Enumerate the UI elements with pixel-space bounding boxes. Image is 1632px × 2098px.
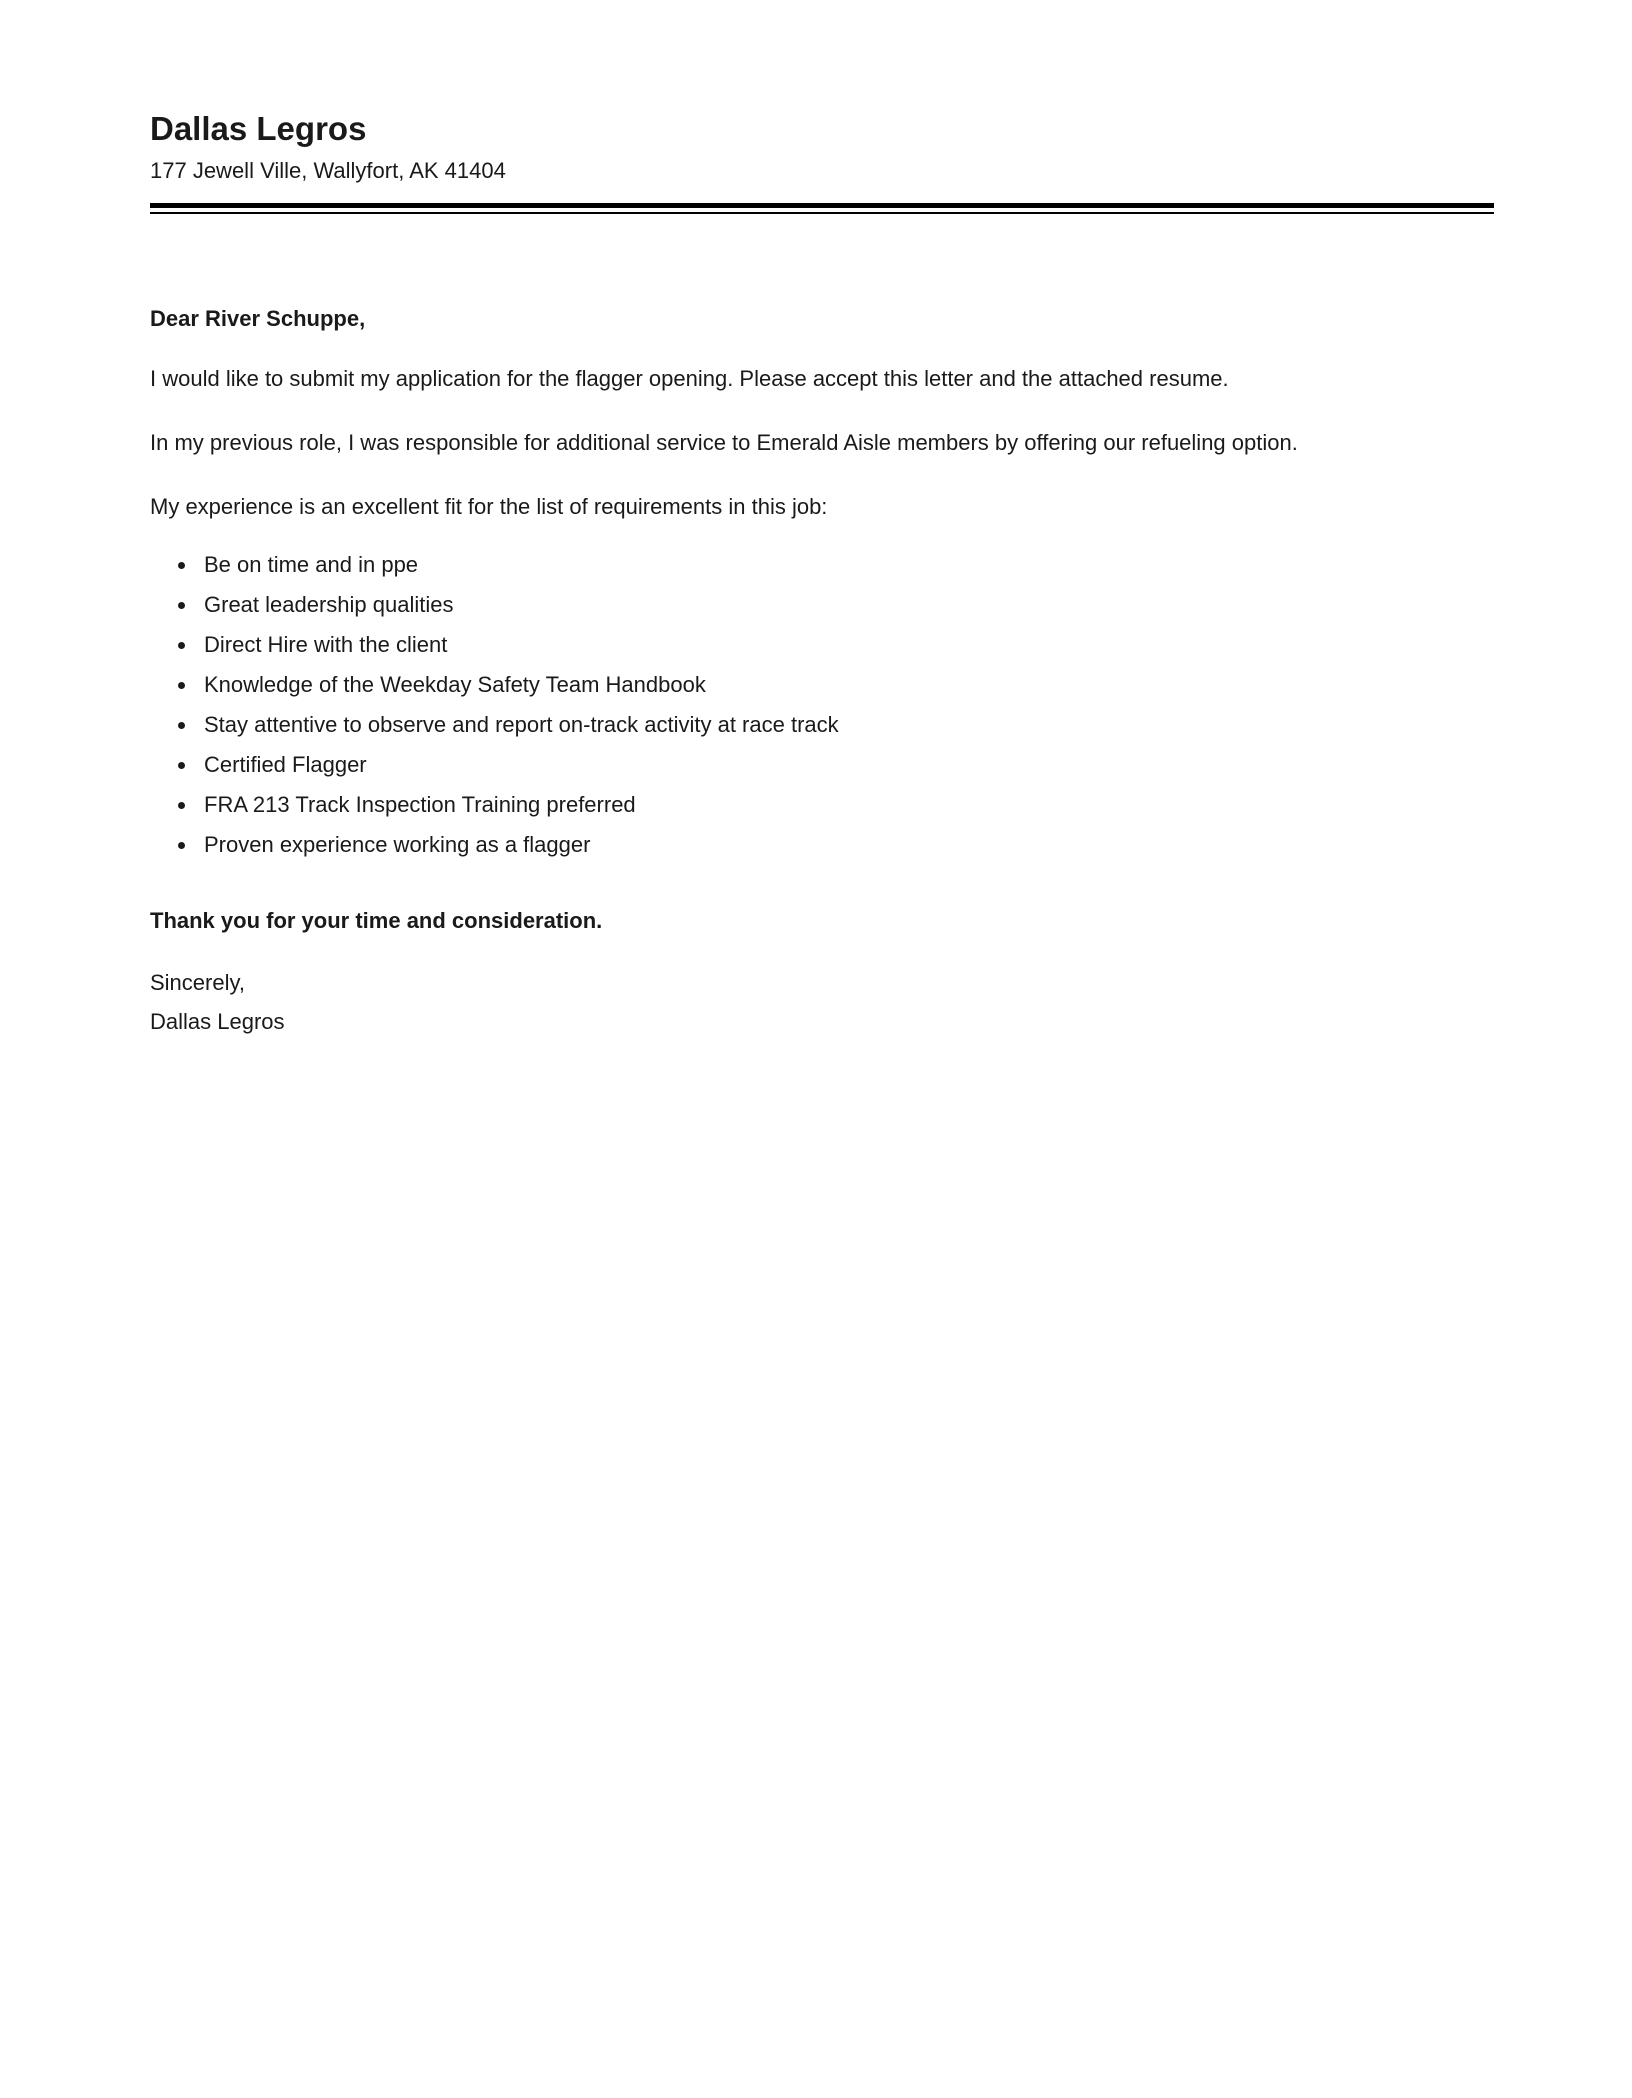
requirements-list [150, 554, 1494, 856]
letter-header [150, 108, 1494, 214]
list-item: • Stay attentive to observe and report on-track activity at race track [198, 714, 1494, 736]
list-item: • Knowledge of the Weekday Safety Team Handbook [198, 674, 1494, 696]
header-divider-rule [150, 203, 1494, 214]
list-item: • Be on time and in ppe [198, 554, 1494, 576]
paragraph-application: I would like to submit my application for the flagger opening. Please accept this letter and the attached resume. [150, 366, 1229, 392]
list-item: • FRA 213 Track Inspection Training preferred [198, 794, 1494, 816]
closing-thank-you: Thank you for your time and consideration. [150, 908, 603, 934]
list-item: • Proven experience working as a flagger [198, 834, 1494, 856]
signature-name: Dallas Legros [150, 1009, 285, 1035]
letter-body [150, 306, 1494, 1038]
list-item: • Certified Flagger [198, 754, 1494, 776]
sender-address: 177 Jewell Ville, Wallyfort, AK 41404 [150, 158, 506, 184]
list-item: • Direct Hire with the client [198, 634, 1494, 656]
paragraph-experience-intro: My experience is an excellent fit for the list of requirements in this job: [150, 494, 828, 520]
list-item: • Great leadership qualities [198, 594, 1494, 616]
signoff: Sincerely, [150, 970, 245, 996]
paragraph-previous-role: In my previous role, I was responsible for additional service to Emerald Aisle members by offering our refueling option. [150, 430, 1298, 456]
salutation: Dear River Schuppe, [150, 306, 366, 332]
sender-name: Dallas Legros [150, 110, 367, 147]
